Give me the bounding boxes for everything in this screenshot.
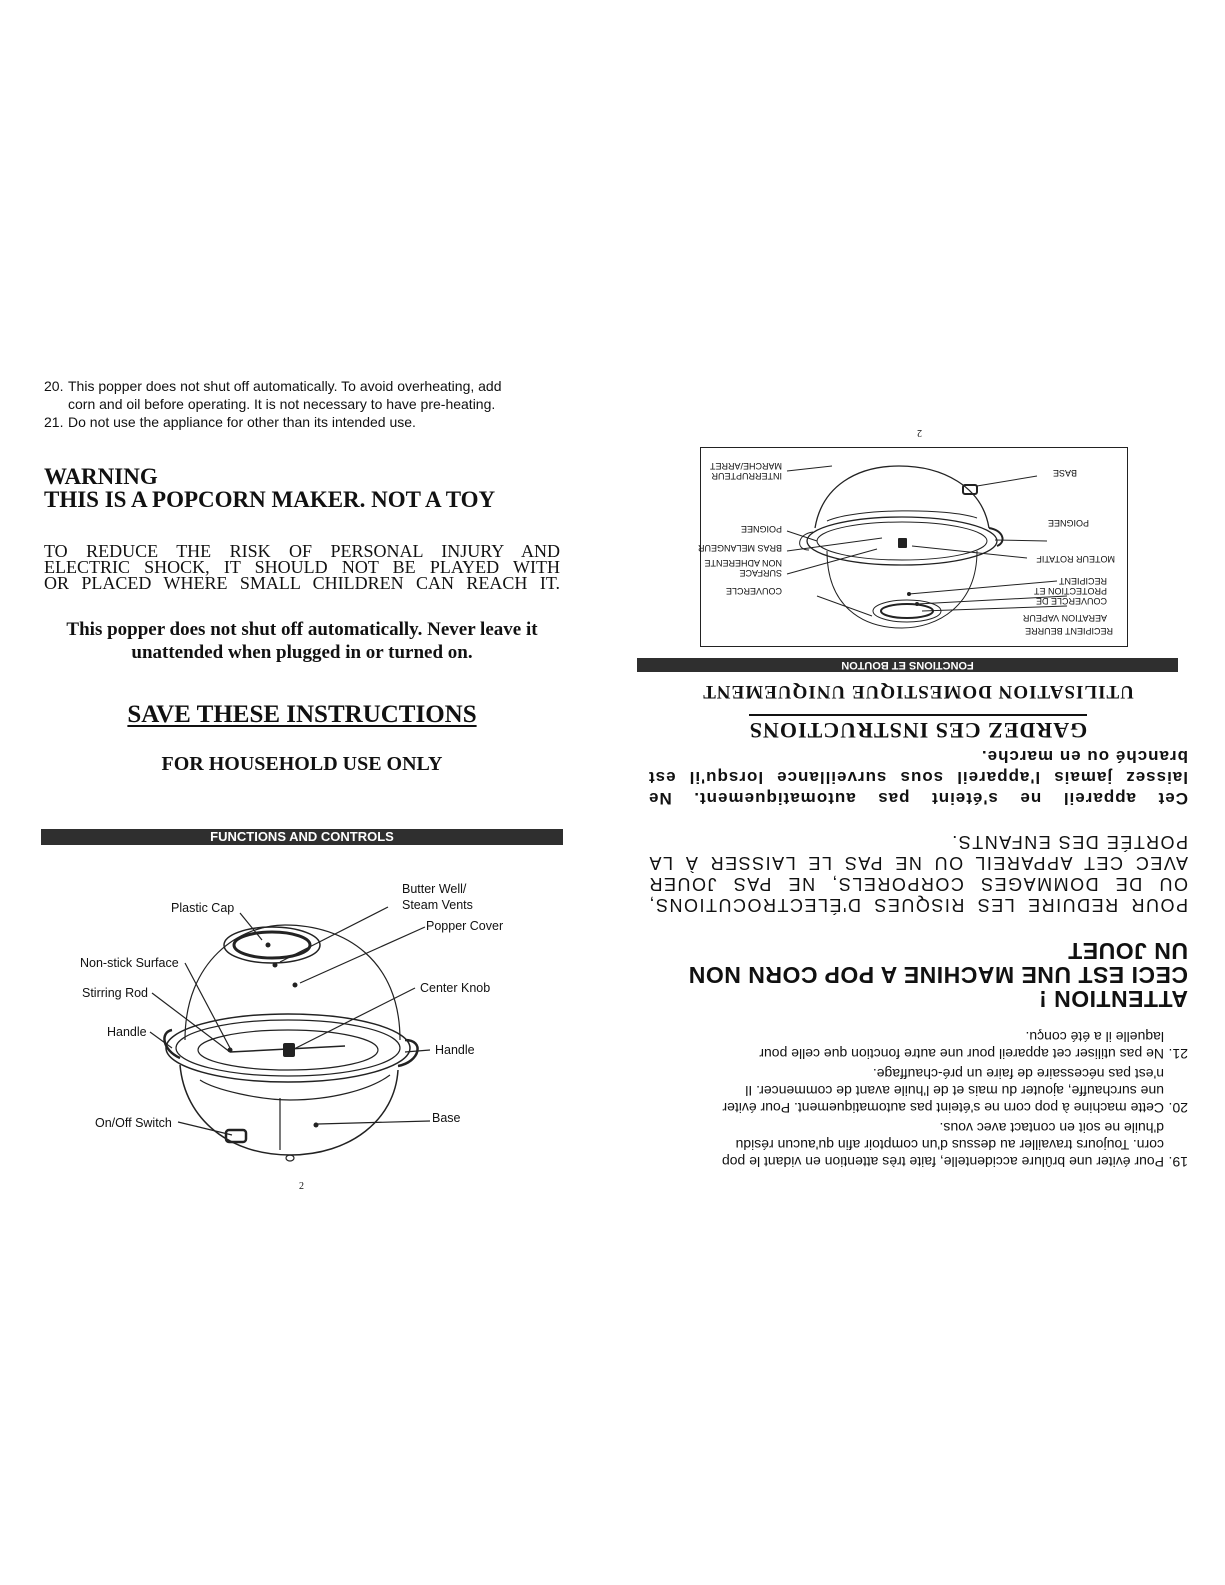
fr-label-poignee-left: POIGNEE: [1047, 518, 1089, 528]
auto-warning-line-2: unattended when plugged in or turned on.: [131, 642, 473, 663]
household-use: FOR HOUSEHOLD USE ONLY: [161, 753, 443, 775]
fr-diagram-frame: [697, 447, 1128, 647]
fr-gardez: GARDEZ CES INSTRUCTIONS: [749, 714, 1087, 743]
label-stirring-rod: Stirring Rod: [82, 986, 148, 1000]
label-handle-left: Handle: [107, 1025, 147, 1039]
auto-warning-line-1: This popper does not shut off automatically. Never leave it: [66, 619, 538, 640]
fr-label-couvercle: COUVERCLE: [725, 586, 782, 596]
fr-label-couvercle-de: COUVERCLE DE: [1035, 596, 1107, 606]
warning-title: WARNING: [44, 464, 158, 489]
fr-item-20-number: 20.: [1168, 1100, 1188, 1116]
fr-attention: ATTENTION !: [1038, 986, 1188, 1012]
right-page-rotated: [612, 0, 1225, 1585]
fr-item-19-line3: d'huile ne soit en contact avec vous.: [939, 1120, 1164, 1136]
fr-label-aeration: AERATION VAPEUR: [1022, 613, 1107, 623]
label-popper-cover: Popper Cover: [426, 919, 504, 933]
risk-line-3: OR PLACED WHERE SMALL CHILDREN CAN REACH IT.: [44, 573, 560, 593]
fr-item-19-number: 19.: [1168, 1154, 1188, 1170]
fr-item-21-line1: Ne pas utiliser cet appareil pour une autre fonction que celle pour: [759, 1046, 1164, 1062]
fr-bold-line-3: branché ou en marche.: [980, 747, 1188, 766]
fr-item-21-number: 21.: [1168, 1046, 1188, 1062]
item-20-line1: This popper does not shut off automatically. To avoid overheating, add: [68, 378, 502, 394]
fr-item-20-line1: Cette machine à pop corn ne s'éteint pas automatiquement. Pour éviter: [722, 1100, 1164, 1116]
fr-label-base: BASE: [1052, 468, 1077, 478]
fr-label-interrupteur: INTERRUPTEUR: [711, 471, 782, 481]
label-center-knob: Center Knob: [420, 981, 491, 995]
fr-label-non-adherente: NON ADHERENTE: [704, 558, 782, 568]
item-20-line2: corn and oil before operating. It is not necessary to have pre-heating.: [68, 396, 496, 412]
risk-line-1: TO REDUCE THE RISK OF PERSONAL INJURY AND: [44, 541, 560, 561]
item-21-number: 21.: [44, 414, 64, 430]
fr-item-21-line2: laquelle il a été conçu.: [1025, 1029, 1164, 1045]
fr-risk-line-1: POUR REDUIRE LES RISQUES D'ÉLECTROCUTIONS,: [648, 895, 1188, 915]
label-nonstick-surface: Non-stick Surface: [80, 956, 179, 970]
plastic-cap-ring: [234, 932, 310, 958]
label-plastic-cap: Plastic Cap: [171, 901, 235, 915]
fr-label-recipient: RECIPIENT: [1058, 576, 1107, 586]
fr-label-moteur: MOTEUR ROTATIF: [1036, 554, 1115, 564]
fr-item-19-line2: corn. Toujours travailler au dessus d'un comptoir afin qu'aucun résidu: [735, 1137, 1164, 1153]
label-base: Base: [432, 1111, 461, 1125]
label-butter-well-1: Butter Well/: [402, 882, 467, 896]
fr-bold-line-1: Cet appareil ne s'éteint pas automatiquement. Ne: [648, 789, 1188, 808]
fr-attention-line1: CECI EST UNE MACHINE A POP CORN NON: [688, 962, 1188, 988]
item-20-number: 20.: [44, 378, 64, 394]
fr-section-bar: FONCTIONS ET BOUTON: [637, 658, 1178, 672]
save-instructions: SAVE THESE INSTRUCTIONS: [127, 701, 477, 728]
popper-diagram: [0, 0, 612, 1585]
fr-label-surface: SURFACE: [739, 568, 782, 578]
item-21-line1: Do not use the appliance for other than its intended use.: [68, 414, 416, 430]
fr-label-recipient-beurre: RECIPIENT BEURRE: [1025, 626, 1113, 636]
fr-item-20-line2: une surchauffe, ajouter du mais et de l'huile avant de commencer. Il: [745, 1083, 1164, 1099]
fr-attention-line2: UN JOUET: [1067, 938, 1188, 964]
label-butter-well-2: Steam Vents: [402, 898, 473, 912]
fr-utilisation: UTILISATION DOMESTIQUE UNIQUEMENT: [702, 681, 1134, 702]
fr-item-19-line1: Pour éviter une brûlure accidentelle, faite très attention en vidant le pop: [721, 1154, 1164, 1170]
fr-risk-line-2: OU DE DOMMAGES CORPORELS, NE PAS JOUER: [648, 874, 1188, 894]
page-number-right: 2: [917, 427, 922, 438]
warning-line: THIS IS A POPCORN MAKER. NOT A TOY: [44, 487, 496, 512]
fr-risk-line-3: AVEC CET APPAREIL OU NE PAS LE LAISSER À LA: [648, 853, 1188, 873]
fr-item-20-line3: n'est pas nécessaire de faire un pré-chauffage.: [872, 1066, 1164, 1082]
fr-bold-line-2: laissez jamais l'appareil sous surveillance lorsqu'il est: [648, 768, 1188, 787]
page-number-left: 2: [299, 1181, 304, 1192]
risk-line-2: ELECTRIC SHOCK, IT SHOULD NOT BE PLAYED WITH: [44, 557, 560, 577]
fr-risk-line-4: PORTÉE DES ENFANTS.: [950, 832, 1188, 852]
section-bar-functions: FUNCTIONS AND CONTROLS: [41, 829, 563, 845]
label-handle-right: Handle: [435, 1043, 475, 1057]
fr-label-poignee-right: POIGNEE: [740, 524, 782, 534]
fr-label-marche: MARCHE/ARRET: [709, 461, 782, 471]
fr-label-protection-et: PROTECTION ET: [1033, 586, 1107, 596]
center-knob-shape: [283, 1043, 295, 1057]
label-on-off-switch: On/Off Switch: [95, 1116, 172, 1130]
fr-label-bras: BRAS MELANGEUR: [697, 543, 782, 553]
